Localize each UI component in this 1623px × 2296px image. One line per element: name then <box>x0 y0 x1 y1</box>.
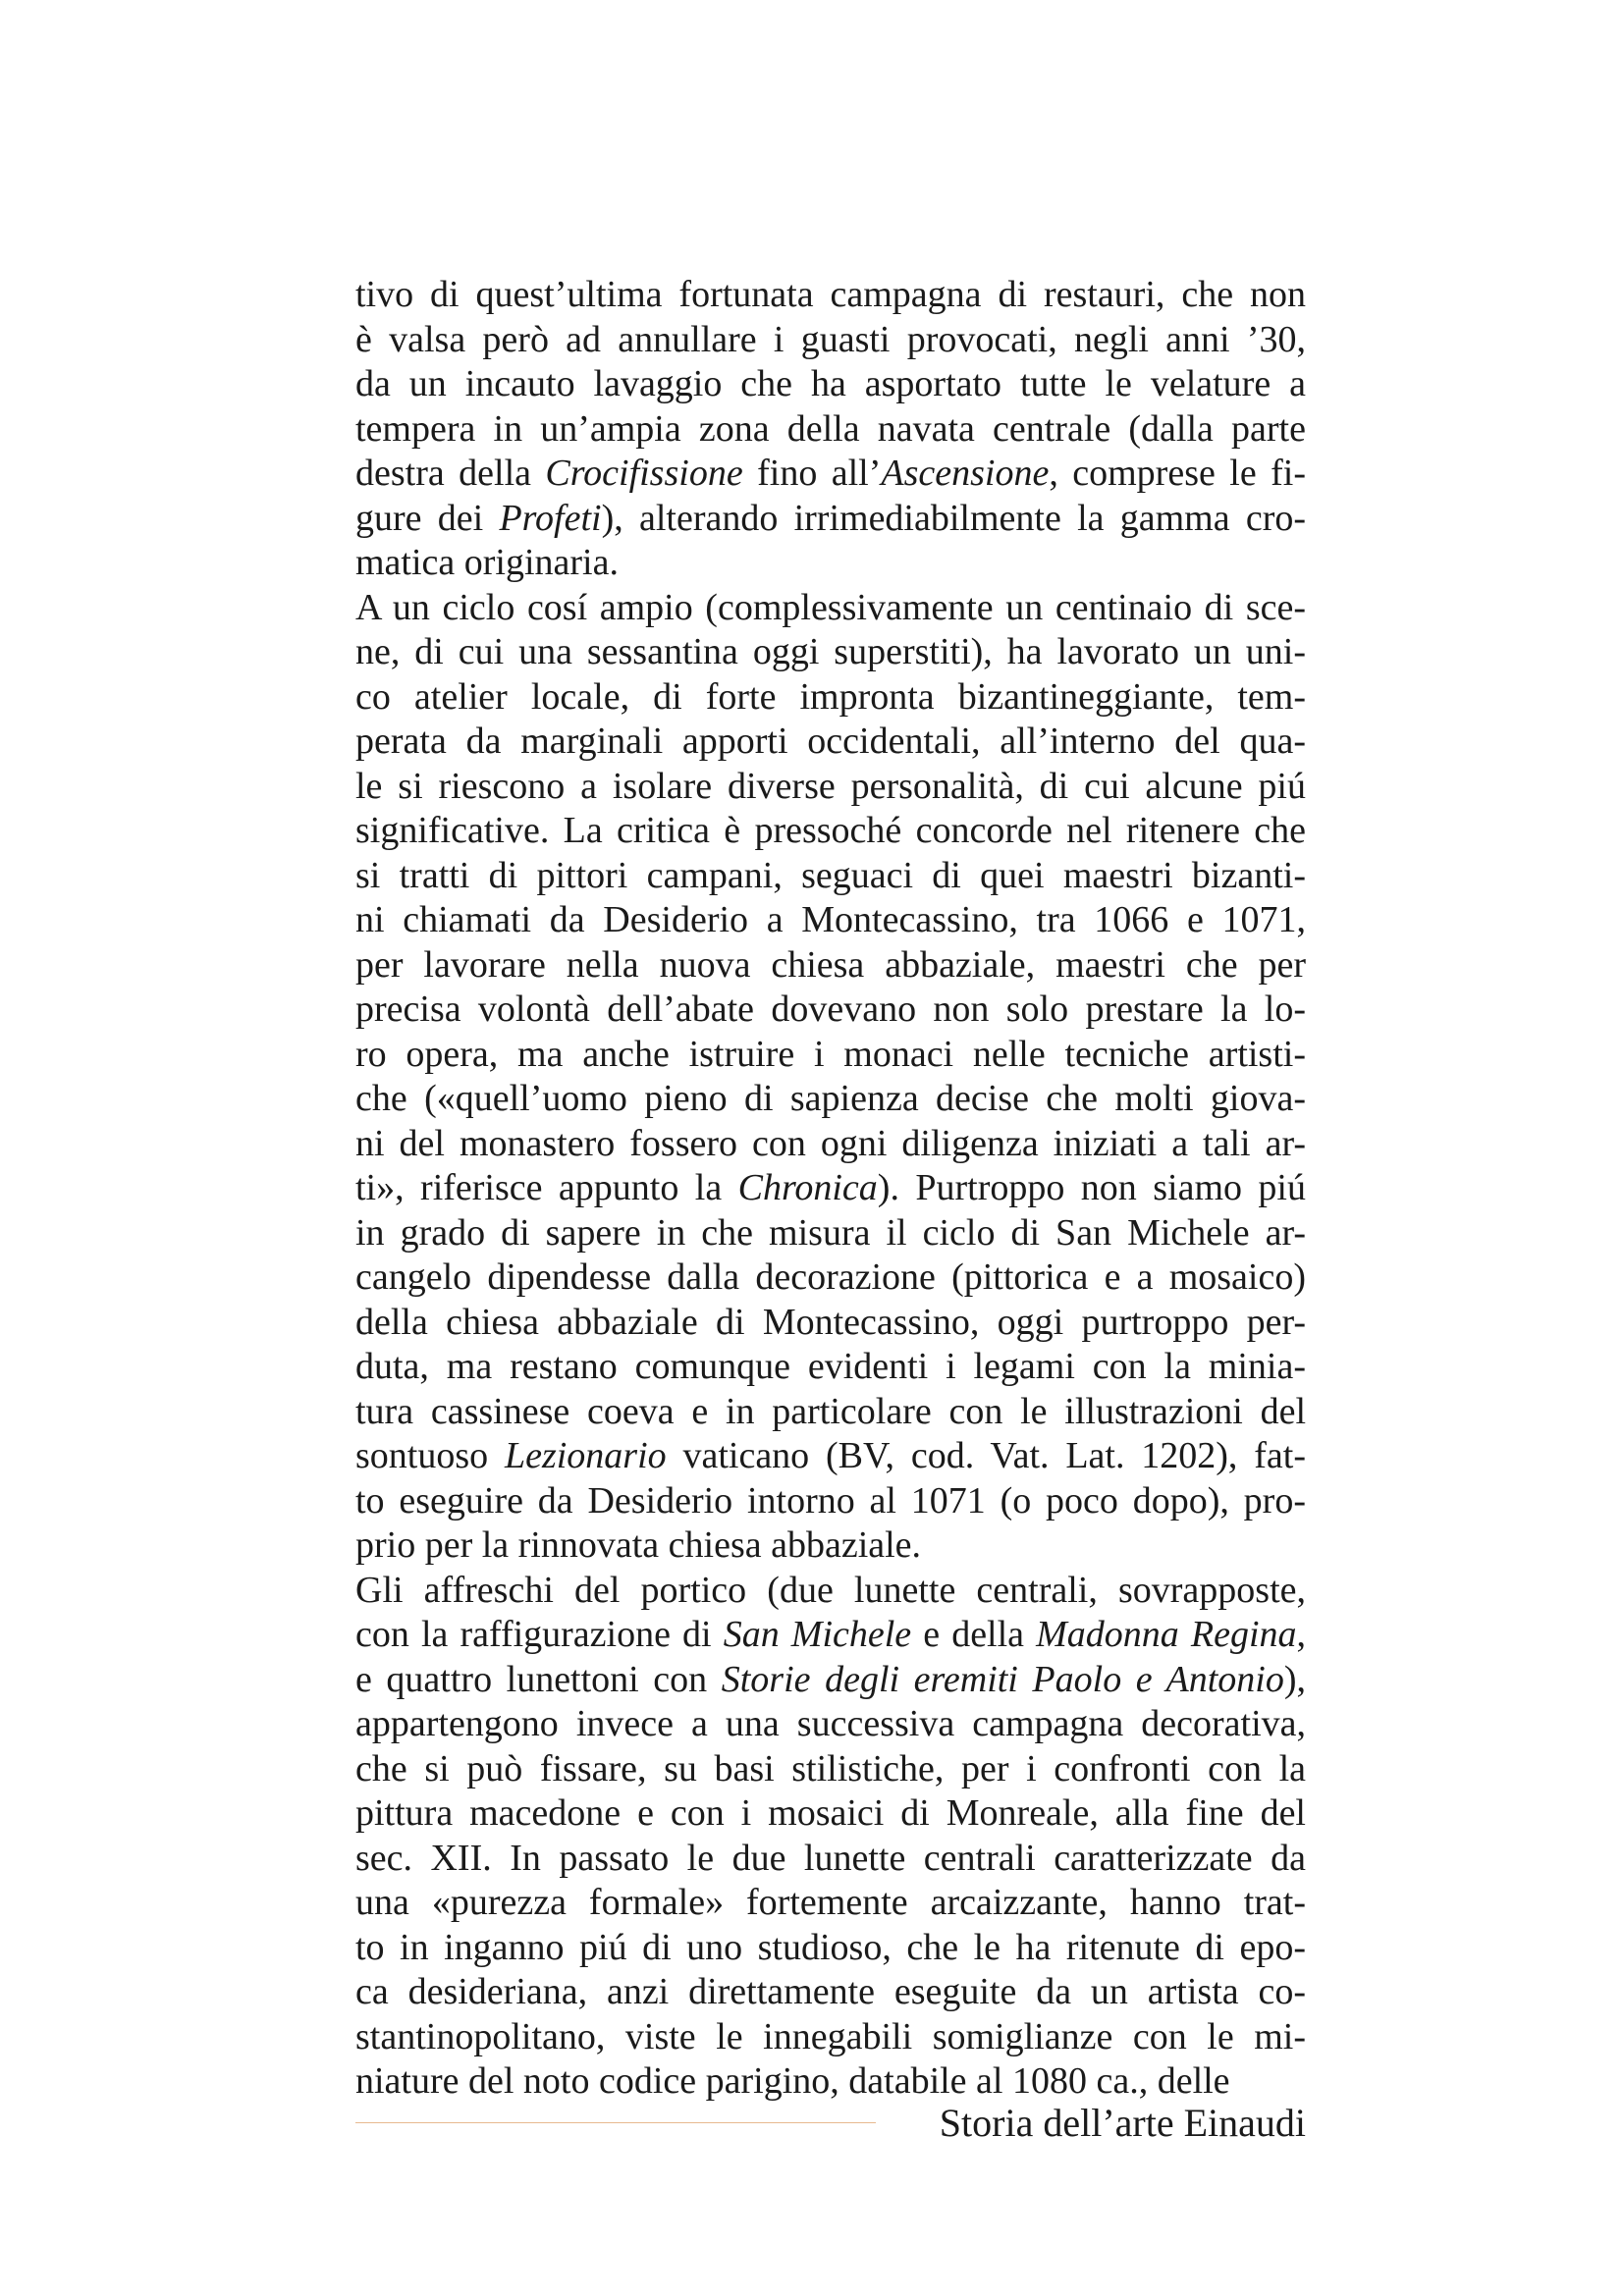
text-run: precisa volontà dell’abate dovevano non solo prestare la lo- <box>355 988 1306 1030</box>
text-run: le si riescono a isolare diverse personalità, di cui alcune piú <box>355 765 1306 807</box>
text-line <box>355 1702 1306 1747</box>
italic-text: Ascensione <box>881 453 1050 494</box>
text-run: e quattro lunettoni con <box>355 1658 722 1700</box>
text-run: cangelo dipendesse dalla decorazione (pittorica e a mosaico) <box>355 1256 1306 1298</box>
text-line <box>355 1434 1306 1479</box>
text-run: ti», riferisce appunto la <box>355 1167 738 1208</box>
text-line <box>355 1255 1306 1301</box>
text-run: ), <box>1283 1658 1306 1700</box>
text-run: prio per la rinnovata chiesa abbaziale. <box>355 1524 922 1566</box>
text-line <box>355 452 1306 497</box>
text-run: significative. La critica è pressoché concorde nel ritenere che <box>355 810 1306 851</box>
text-line <box>355 854 1306 899</box>
text-run: ), alterando irrimediabilmente la gamma cro- <box>601 497 1306 539</box>
text-line <box>355 1345 1306 1390</box>
text-run: fino all’ <box>742 453 882 494</box>
text-line <box>355 1881 1306 1926</box>
text-line <box>355 1122 1306 1167</box>
page-footer <box>355 2099 1306 2148</box>
text-run: ni chiamati da Desiderio a Montecassino, tra 1066 e 1071, <box>355 899 1306 940</box>
text-run: ca desideriana, anzi direttamente eseguite da un artista co- <box>355 1971 1306 2012</box>
text-line <box>355 898 1306 943</box>
text-line <box>355 407 1306 453</box>
text-run: co atelier locale, di forte impronta bizantineggiante, tem- <box>355 675 1306 718</box>
text-run: è valsa però ad annullare i guasti provocati, negli anni ’30, <box>355 318 1306 360</box>
italic-text: Madonna Regina <box>1036 1614 1297 1655</box>
italic-text: Crocifissione <box>545 453 743 494</box>
italic-text: Profeti <box>499 497 602 539</box>
text-run: ). Purtroppo non siamo piú <box>877 1167 1306 1208</box>
text-run: tura cassinese coeva e in particolare con le illustrazioni del <box>355 1390 1306 1432</box>
text-run: sec. XII. In passato le due lunette centrali caratterizzate da <box>355 1837 1306 1879</box>
text-line <box>355 630 1306 675</box>
text-run: tempera in un’ampia zona della navata centrale (dalla parte <box>355 407 1306 450</box>
text-line <box>355 1301 1306 1346</box>
text-run: stantinopolitano, viste le innegabili somiglianze con le mi- <box>355 2015 1306 2057</box>
body-text <box>355 273 1306 2105</box>
text-line <box>355 1479 1306 1524</box>
text-run: A un ciclo cosí ampio (complessivamente un centinaio di sce- <box>355 586 1306 628</box>
text-run: per lavorare nella nuova chiesa abbaziale, maestri che per <box>355 943 1306 986</box>
text-line <box>355 1033 1306 1078</box>
text-line <box>355 720 1306 765</box>
text-line <box>355 765 1306 810</box>
text-line <box>355 497 1306 542</box>
text-run: e della <box>911 1614 1037 1655</box>
text-line <box>355 1569 1306 1614</box>
text-line <box>355 1658 1306 1703</box>
text-run: ro opera, ma anche istruire i monaci nelle tecniche artisti- <box>355 1033 1306 1075</box>
text-run: vaticano (BV, cod. Vat. Lat. 1202), fat- <box>666 1435 1306 1476</box>
text-run: niature del noto codice parigino, databile al 1080 ca., delle <box>355 2060 1230 2102</box>
text-run: pittura macedone e con i mosaici di Monreale, alla fine del <box>355 1792 1306 1834</box>
text-line <box>355 943 1306 988</box>
text-run: perata da marginali apporti occidentali, all’interno del qua- <box>355 721 1306 762</box>
text-line <box>355 1791 1306 1837</box>
text-run: una «purezza formale» fortemente arcaizzante, hanno trat- <box>355 1882 1306 1923</box>
paragraph <box>355 273 1306 586</box>
text-line <box>355 1390 1306 1435</box>
italic-text: Lezionario <box>504 1435 667 1476</box>
text-run: che si può fissare, su basi stilistiche, per i confronti con la <box>355 1747 1306 1789</box>
text-line <box>355 1747 1306 1792</box>
text-line <box>355 1077 1306 1122</box>
text-line <box>355 2059 1306 2105</box>
text-line <box>355 2015 1306 2060</box>
text-run: , <box>1296 1614 1306 1655</box>
paragraph <box>355 586 1306 1569</box>
footer-rule <box>355 2122 876 2123</box>
text-run: in grado di sapere in che misura il ciclo di San Michele ar- <box>355 1211 1306 1254</box>
text-line <box>355 1970 1306 2015</box>
footer-title: Storia dell’arte Einaudi <box>939 2101 1306 2145</box>
text-run: , comprese le fi- <box>1049 453 1306 494</box>
text-line <box>355 988 1306 1033</box>
text-run: sontuoso <box>355 1435 505 1476</box>
text-line <box>355 318 1306 363</box>
text-line <box>355 1926 1306 1971</box>
text-line <box>355 541 1306 586</box>
text-line <box>355 273 1306 318</box>
text-run: ne, di cui una sessantina oggi superstiti), ha lavorato un uni- <box>355 631 1306 672</box>
text-line <box>355 586 1306 631</box>
italic-text: Storie degli eremiti Paolo e Antonio <box>721 1658 1284 1700</box>
text-line <box>355 809 1306 854</box>
text-run: che («quell’uomo pieno di sapienza decise che molti giova- <box>355 1078 1306 1119</box>
italic-text: San Michele <box>723 1614 912 1655</box>
text-line <box>355 1523 1306 1569</box>
text-run: gure dei <box>355 497 500 539</box>
text-line <box>355 675 1306 721</box>
text-line <box>355 1613 1306 1658</box>
text-run: appartengono invece a una successiva campagna decorativa, <box>355 1703 1306 1744</box>
paragraph <box>355 1569 1306 2105</box>
text-run: duta, ma restano comunque evidenti i legami con la minia- <box>355 1346 1306 1387</box>
text-run: matica originaria. <box>355 542 619 583</box>
text-run: to eseguire da Desiderio intorno al 1071 (o poco dopo), pro- <box>355 1479 1306 1522</box>
text-run: si tratti di pittori campani, seguaci di quei maestri bizanti- <box>355 854 1306 896</box>
text-line <box>355 1211 1306 1256</box>
text-line <box>355 1837 1306 1882</box>
text-line <box>355 1166 1306 1211</box>
text-run: ni del monastero fossero con ogni diligenza iniziati a tali ar- <box>355 1122 1306 1164</box>
text-run: con la raffigurazione di <box>355 1614 724 1655</box>
text-line <box>355 362 1306 407</box>
text-run: della chiesa abbaziale di Montecassino, oggi purtroppo per- <box>355 1301 1306 1343</box>
text-run: destra della <box>355 453 546 494</box>
text-run: Gli affreschi del portico (due lunette centrali, sovrapposte, <box>355 1569 1306 1611</box>
text-run: da un incauto lavaggio che ha asportato tutte le velature a <box>355 363 1306 404</box>
italic-text: Chronica <box>737 1167 878 1208</box>
text-run: to in inganno piú di uno studioso, che le ha ritenute di epo- <box>355 1926 1306 1968</box>
text-run: tivo di quest’ultima fortunata campagna di restauri, che non <box>355 274 1306 315</box>
